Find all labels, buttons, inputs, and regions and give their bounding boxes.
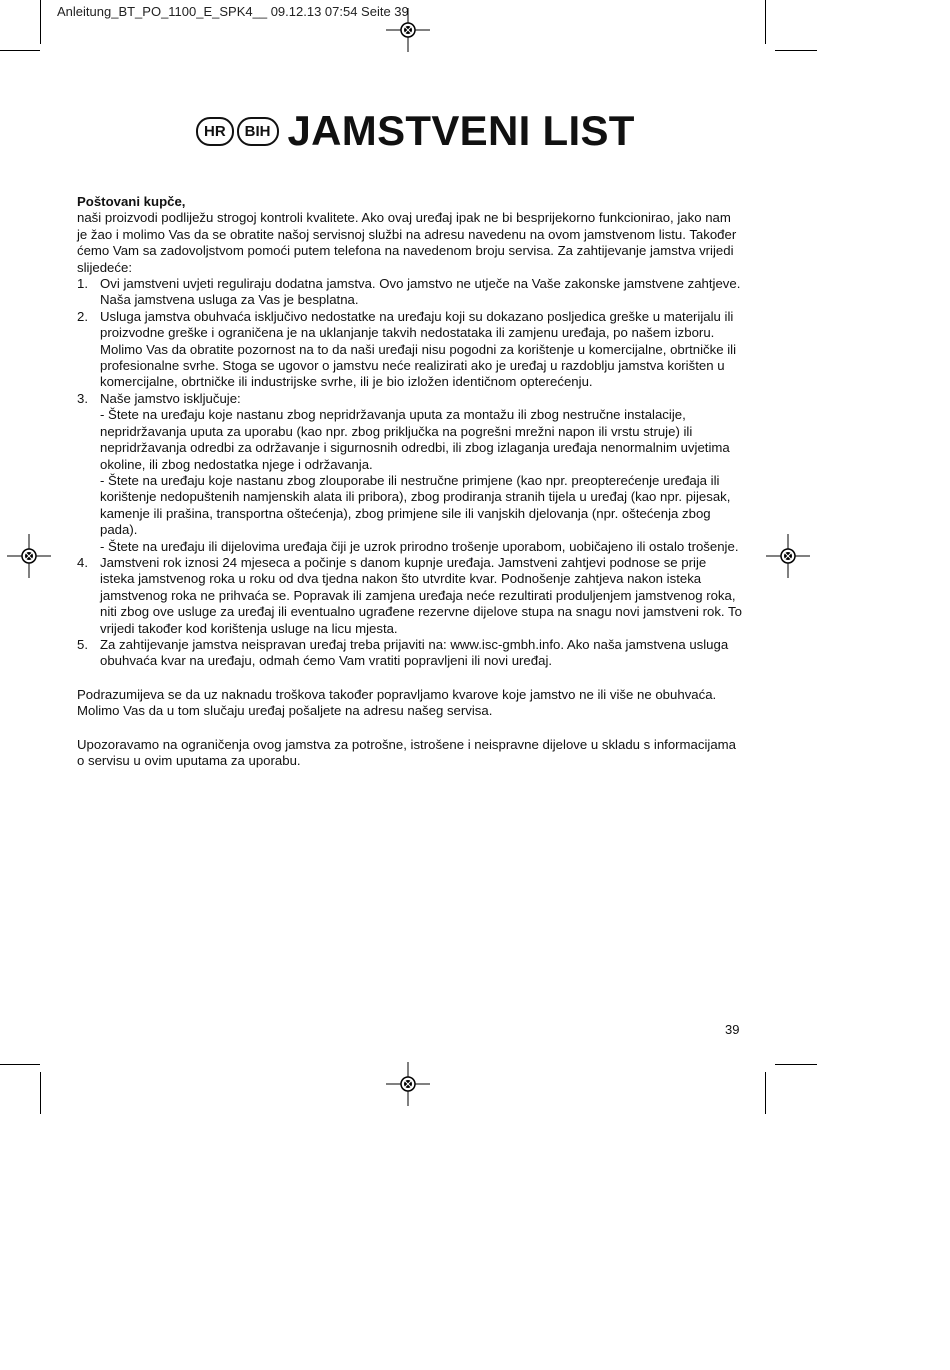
print-header: Anleitung_BT_PO_1100_E_SPK4__ 09.12.13 07:54 Seite 39 (57, 4, 409, 19)
warranty-conditions-list (77, 276, 743, 670)
page-title: JAMSTVENI LIST (287, 107, 635, 154)
exclusion-item: - Štete na uređaju koje nastanu zbog nepridržavanja uputa za montažu ili zbog nestručne instalacije, nepridržavanja uputa za uporabu (kao npr. zbog priključka na pogrešni mrežni napon ili vrstu struje) ili nepridržavanja odredbi za održavanje i sigurnosnih odredbi, ili zbog izlaganja uređaja nenormalnim uvjetima okoline, ili zbog nedostatka njege i održavanja. (100, 407, 730, 472)
title-row (196, 108, 635, 154)
crop-mark-bottom-right-horizontal (775, 1064, 817, 1065)
list-item-text: Naše jamstvo isključuje: (100, 390, 241, 406)
crop-mark-top-right-horizontal (775, 50, 817, 51)
greeting: Poštovani kupče, (77, 194, 186, 209)
crop-mark-bottom-right-vertical (765, 1072, 766, 1114)
list-item-number: 3. (77, 390, 88, 406)
repair-paragraph: Podrazumijeva se da uz naknadu troškova također popravljamo kvarove koje jamstvo ne ili više ne obuhvaća. Molimo Vas da u tom slučaju uređaj pošaljete na adresu našeg servisa. (77, 686, 717, 719)
page-number: 39 (725, 1022, 740, 1037)
registration-mark-left-icon (7, 534, 51, 578)
crop-mark-bottom-left-horizontal (0, 1064, 40, 1065)
list-item-text: Ovi jamstveni uvjeti reguliraju dodatna jamstva. Ovo jamstvo ne utječe na Vaše zakonske jamstvene zahtjeve. Naša jamstvena usluga za Vas je besplatna. (100, 276, 741, 308)
list-item-number: 1. (77, 276, 88, 292)
list-item-text: Jamstveni rok iznosi 24 mjeseca a počinje s danom kupnje uređaja. Jamstveni zahtjevi podnose se prije isteka jamstvenog roka u roku od dva tjedna nakon što utvrdite kvar. Podnošenje zahtjeva nakon isteka jamstvenog roka ne prihvaća se. Popravak ili zamjena uređaja neće rezultirati produljenjem jamstvenog roka, niti zbog ove usluge za uređaj ili eventualno ugrađene rezervne dijelove stupa na snagu novi jamstveni rok. To vrijedi također kod korištenja usluge na licu mjesta. (100, 554, 742, 636)
exclusion-item: - Štete na uređaju koje nastanu zbog zlouporabe ili nestručne primjene (kao npr. preopterećenje uređaja ili korištenje nedopuštenih namjenskih alata ili pribora), zbog prodiranja stranih tijela u uređaj (kao npr. pijesak, kamenje ili prašina, transportna oštećenja), zbog primjene sile ili vanjskih djelovanja (npr. oštećenja zbog pada). (100, 472, 731, 538)
crop-mark-bottom-left-vertical (40, 1072, 41, 1114)
registration-mark-bottom-icon (386, 1062, 430, 1106)
language-badge-bih: BIH (237, 117, 279, 146)
language-badge-hr: HR (196, 117, 234, 146)
list-item-number: 5. (77, 636, 88, 652)
list-item (77, 637, 743, 670)
list-item (77, 276, 743, 309)
registration-mark-right-icon (766, 534, 810, 578)
list-item-number: 2. (77, 308, 88, 324)
registration-mark-top-icon (386, 8, 430, 52)
crop-mark-top-left-vertical (40, 0, 41, 44)
list-item-text: Za zahtijevanje jamstva neispravan uređaj treba prijaviti na: www.isc-gmbh.info. Ako naša jamstvena usluga obuhvaća kvar na uređaju, odmah ćemo Vam vratiti popravljeni ili novi uređaj. (100, 636, 729, 669)
intro-paragraph: naši proizvodi podliježu strogoj kontroli kvalitete. Ako ovaj uređaj ipak ne bi besprijekorno funkcionirao, jako nam je žao i molimo Vas da se obratite našoj servisnoj službi na adresu navedenu na ovom jamstvenom listu. Također ćemo Vam sa zadovoljstvom pomoći putem telefona na navedenom broju servisa. Za zahtijevanje jamstva vrijedi slijedeće: (77, 210, 737, 275)
document-body (77, 194, 743, 769)
notice-paragraph: Upozoravamo na ograničenja ovog jamstva za potrošne, istrošene i neispravne dijelove u skladu s informacijama o servisu u ovim uputama za uporabu. (77, 736, 736, 768)
list-item (77, 309, 743, 391)
crop-mark-top-left-horizontal (0, 50, 40, 51)
crop-mark-top-right-vertical (765, 0, 766, 44)
list-item-text: Usluga jamstva obuhvaća isključivo nedostatke na uređaju koji su dokazano posljedica greške u materijalu ili proizvodne greške i ograničena je na uklanjanje takvih nedostataka ili zamjenu uređaja, po našem izboru. Molimo Vas da obratite pozornost na to da naši uređaji nisu pogodni za korištenje u komercijalne, obrtničke ili profesionalne svrhe. Stoga se ugovor o jamstvu neće realizirati ako je uređaj u razdoblju jamstva korišten u komercijalne, obrtničke ili industrijske svrhe, ili je bio izložen identičnom opterećenju. (100, 308, 737, 390)
exclusion-item: - Štete na uređaju ili dijelovima uređaja čiji je uzrok prirodno trošenje uporabom, uobičajeno ili ostalo trošenje. (100, 538, 739, 554)
list-item (77, 555, 743, 637)
list-item-number: 4. (77, 554, 88, 570)
list-item (77, 391, 743, 555)
